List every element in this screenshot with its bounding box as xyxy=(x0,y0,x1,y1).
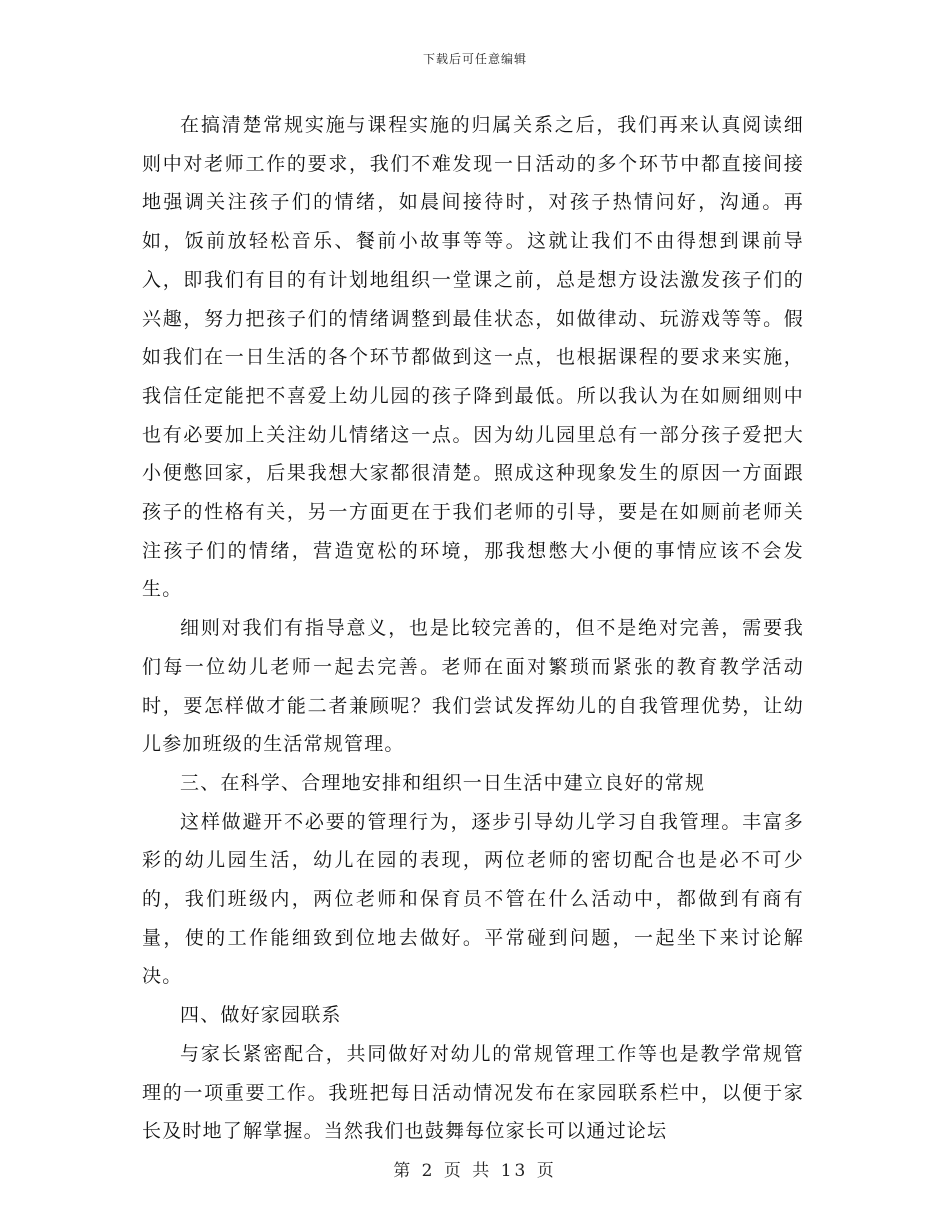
section-heading: 四、做好家园联系 xyxy=(180,1004,342,1027)
section-heading: 三、在科学、合理地安排和组织一日生活中建立良好的常规 xyxy=(180,771,706,794)
paragraph: 在搞清楚常规实施与课程实施的归属关系之后，我们再来认真阅读细则中对老师工作的要求，我们不难发现一日活动的多个环节中都直接间接地强调关注孩子们的情绪，如晨间接待时，对孩子热情问好，沟通。再如，饭前放轻松音乐、餐前小故事等等。这就让我们不由得想到课前导入，即我们有目的有计划地组织一堂课之前，总是想方设法激发孩子们的兴趣，努力把孩子们的情绪调整到最佳状态，如做律动、玩游戏等等。假如我们在一日生活的各个环节都做到这一点，也根据课程的要求来实施，我信任定能把不喜爱上幼儿园的孩子降到最低。所以我认为在如厕细则中也有必要加上关注幼儿情绪这一点。因为幼儿园里总有一部分孩子爱把大小便憋回家，后果我想大家都很清楚。照成这种现象发生的原因一方面跟孩子的性格有关，另一方面更在于我们老师的引导，要是在如厕前老师关注孩子们的情绪，营造宽松的环境，那我想憋大小便的事情应该不会发生。 xyxy=(142,114,804,601)
document-body xyxy=(142,106,804,1151)
paragraph: 与家长紧密配合，共同做好对幼儿的常规管理工作等也是教学常规管理的一项重要工作。我班把每日活动情况发布在家园联系栏中，以便于家长及时地了解掌握。当然我们也鼓舞每位家长可以通过论坛 xyxy=(142,1042,804,1143)
paragraph: 这样做避开不必要的管理行为，逐步引导幼儿学习自我管理。丰富多彩的幼儿园生活，幼儿在园的表现，两位老师的密切配合也是必不可少的，我们班级内，两位老师和保育员不管在什么活动中，都做到有商有量，使的工作能细致到位地去做好。平常碰到问题，一起坐下来讨论解决。 xyxy=(142,810,804,988)
paragraph: 细则对我们有指导意义，也是比较完善的，但不是绝对完善，需要我们每一位幼儿老师一起去完善。老师在面对繁琐而紧张的教育教学活动时，要怎样做才能二者兼顾呢？我们尝试发挥幼儿的自我管理优势，让幼儿参加班级的生活常规管理。 xyxy=(142,617,804,756)
page-header: 下载后可任意编辑 xyxy=(422,52,527,66)
page-number-footer: 第 2 页 共 13 页 xyxy=(393,1161,557,1181)
